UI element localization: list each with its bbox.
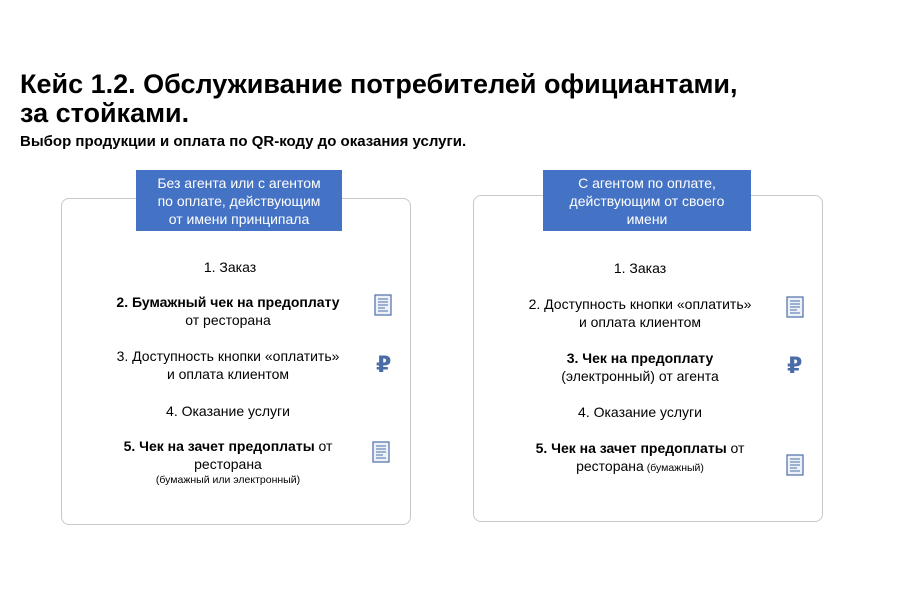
- right-step-2-line-2: и оплата клиентом: [578, 314, 702, 330]
- right-step-2-line-1: 2. Доступность кнопки «оплатить»: [528, 296, 752, 312]
- left-step-5-small: (бумажный или электронный): [155, 474, 301, 486]
- right-scheme-header: [543, 170, 751, 231]
- right-step-2: [502, 295, 778, 331]
- receipt-icon: [786, 296, 804, 318]
- right-header-line-3: имени: [626, 211, 668, 227]
- right-step-1: [560, 259, 720, 277]
- left-step-4-text: 4. Оказание услуги: [166, 403, 290, 419]
- left-scheme-header: [136, 170, 342, 231]
- left-step-4: [130, 402, 326, 420]
- left-step-1-text: 1. Заказ: [203, 259, 257, 275]
- right-step-3-bold: 3. Чек на предоплату: [566, 350, 714, 366]
- left-header-line-3: от имени принципала: [168, 211, 310, 227]
- page-subtitle: Выбор продукции и оплата по QR-коду до оказания услуги.: [20, 133, 467, 150]
- receipt-icon: [786, 454, 804, 476]
- left-header-line-1: Без агента или с агентом: [157, 175, 321, 191]
- right-header-line-2: действующим от своего: [569, 193, 725, 209]
- page-title: [20, 70, 880, 128]
- right-step-5-bold: 5. Чек на зачет предоплаты: [535, 440, 727, 456]
- left-step-5-tail: от: [314, 438, 333, 454]
- right-step-3: [502, 349, 778, 385]
- left-step-5: [90, 437, 366, 487]
- receipt-icon: [372, 441, 390, 463]
- right-step-5: [502, 439, 778, 477]
- right-step-5-tail: от: [726, 440, 745, 456]
- left-step-3-line-2: и оплата клиентом: [166, 366, 290, 382]
- ruble-icon: ₽: [376, 352, 392, 377]
- left-step-2-rest: от ресторана: [185, 312, 271, 328]
- left-step-2-bold: 2. Бумажный чек на предоплату: [116, 294, 340, 310]
- page-title-line-1: Кейс 1.2. Обслуживание потребителей официантами,: [20, 69, 738, 99]
- right-step-5-line-2: ресторана: [576, 458, 644, 474]
- left-step-5-bold: 5. Чек на зачет предоплаты: [123, 438, 315, 454]
- right-step-4-text: 4. Оказание услуги: [578, 404, 702, 420]
- right-step-5-small: (бумажный): [643, 462, 704, 474]
- left-step-2: [90, 293, 366, 329]
- left-step-1: [150, 258, 310, 276]
- receipt-icon: [374, 294, 392, 316]
- left-step-3-line-1: 3. Доступность кнопки «оплатить»: [116, 348, 340, 364]
- ruble-icon: ₽: [787, 353, 803, 378]
- right-step-1-text: 1. Заказ: [613, 260, 667, 276]
- right-header-line-1: С агентом по оплате,: [578, 175, 716, 191]
- left-header-line-2: по оплате, действующим: [157, 193, 321, 209]
- left-step-3: [90, 347, 366, 383]
- page-title-line-2: за стойками.: [20, 98, 190, 128]
- left-step-5-line-2: ресторана: [194, 456, 262, 472]
- right-step-3-rest: (электронный) от агента: [561, 368, 719, 384]
- right-step-4: [542, 403, 738, 421]
